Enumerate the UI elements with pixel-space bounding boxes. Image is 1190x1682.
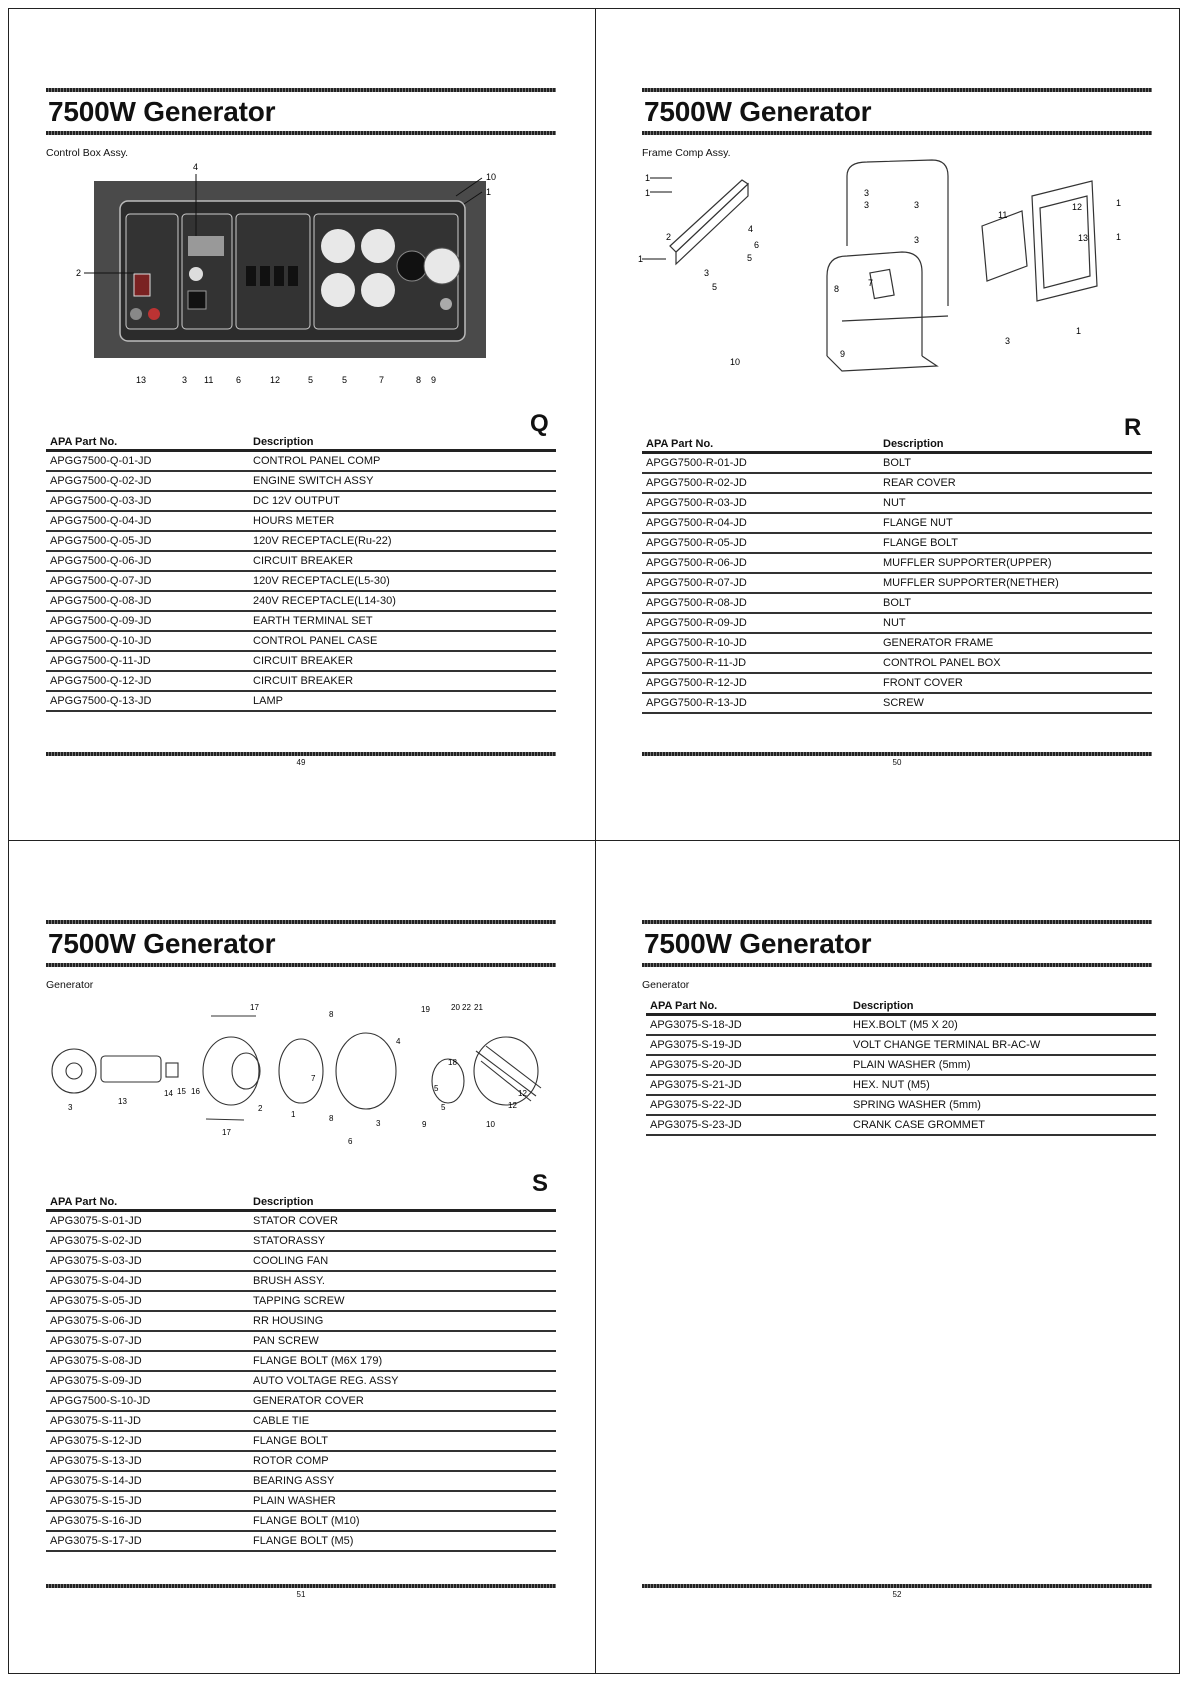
- callout: 13: [1078, 233, 1089, 243]
- table-row: [46, 512, 556, 532]
- table-row: [46, 1312, 556, 1332]
- title-rule: [46, 963, 556, 967]
- table-row: [642, 494, 1152, 514]
- table-row: [46, 632, 556, 652]
- callout: 5: [712, 282, 718, 292]
- callout: 13: [118, 1097, 127, 1106]
- table-row: [46, 1532, 556, 1552]
- table-row: [642, 614, 1152, 634]
- table-row: [46, 1392, 556, 1412]
- table-row: [46, 1352, 556, 1372]
- part-number: APGG7500-R-02-JD: [646, 477, 747, 489]
- title-rule: [642, 963, 1152, 967]
- title-rule: [642, 920, 1152, 924]
- table-header: [46, 1196, 556, 1212]
- table-row: [46, 472, 556, 492]
- part-description: REAR COVER: [883, 477, 956, 489]
- callout: 4: [193, 162, 199, 172]
- callout: 3: [864, 188, 870, 198]
- table-row: [642, 654, 1152, 674]
- part-description: PLAIN WASHER: [253, 1495, 336, 1507]
- part-number: APGG7500-R-05-JD: [646, 537, 747, 549]
- part-description: VOLT CHANGE TERMINAL BR-AC-W: [853, 1039, 1041, 1051]
- footer-rule: [642, 1584, 1152, 1588]
- callout: 1: [486, 187, 492, 197]
- callout: 15: [177, 1087, 186, 1096]
- table-header: [646, 1000, 1156, 1016]
- part-description: BEARING ASSY: [253, 1475, 335, 1487]
- part-description: STATOR COVER: [253, 1215, 338, 1227]
- parts-table: [646, 1000, 1156, 1136]
- callout: 3: [68, 1103, 73, 1112]
- callout: 6: [348, 1137, 353, 1146]
- part-description: NUT: [883, 497, 906, 509]
- part-description: SPRING WASHER (5mm): [853, 1099, 981, 1111]
- part-number: APG3075-S-01-JD: [50, 1215, 142, 1227]
- page-title: 7500W Generator: [644, 96, 872, 127]
- parts-table: [46, 436, 556, 712]
- header-description: Description: [253, 436, 314, 448]
- callout: 22: [462, 1003, 471, 1012]
- table-row: [46, 692, 556, 712]
- part-number: APGG7500-Q-09-JD: [50, 615, 152, 627]
- part-number: APG3075-S-12-JD: [50, 1435, 142, 1447]
- table-row: [46, 1232, 556, 1252]
- part-number: APGG7500-Q-08-JD: [50, 595, 152, 607]
- section-letter: Q: [530, 410, 549, 437]
- part-description: MUFFLER SUPPORTER(UPPER): [883, 557, 1052, 569]
- part-description: PLAIN WASHER (5mm): [853, 1059, 971, 1071]
- page-number: 52: [892, 1590, 902, 1599]
- callout: 12: [270, 375, 281, 385]
- header-part-number: APA Part No.: [650, 1000, 718, 1012]
- part-number: APGG7500-S-10-JD: [50, 1395, 151, 1407]
- table-row: [46, 1212, 556, 1232]
- part-number: APG3075-S-23-JD: [650, 1119, 742, 1131]
- callout: 8: [329, 1114, 334, 1123]
- table-row: [646, 1116, 1156, 1136]
- part-number: APGG7500-R-12-JD: [646, 677, 747, 689]
- frame-diagram: [638, 156, 1152, 406]
- title-rule: [46, 920, 556, 924]
- parts-table: [46, 1196, 556, 1552]
- page-number: 50: [892, 758, 902, 767]
- part-description: FLANGE BOLT: [253, 1435, 328, 1447]
- generator-exploded-diagram: [46, 1003, 556, 1161]
- callout: 9: [431, 375, 437, 385]
- header-part-number: APA Part No.: [50, 436, 118, 448]
- part-number: APGG7500-Q-04-JD: [50, 515, 152, 527]
- callout: 11: [998, 210, 1008, 220]
- callout: 13: [136, 375, 147, 385]
- callout: 7: [379, 375, 385, 385]
- part-number: APGG7500-R-09-JD: [646, 617, 747, 629]
- callout: 10: [486, 172, 497, 182]
- part-description: DC 12V OUTPUT: [253, 495, 340, 507]
- part-number: APGG7500-R-11-JD: [646, 657, 747, 669]
- callout: 2: [76, 268, 82, 278]
- title-rule: [642, 88, 1152, 92]
- table-row: [46, 672, 556, 692]
- part-number: APG3075-S-06-JD: [50, 1315, 142, 1327]
- callout: 7: [868, 278, 874, 288]
- part-description: RR HOUSING: [253, 1315, 324, 1327]
- part-description: CABLE TIE: [253, 1415, 310, 1427]
- table-header: [642, 438, 1152, 454]
- part-number: APG3075-S-02-JD: [50, 1235, 142, 1247]
- part-number: APG3075-S-13-JD: [50, 1455, 142, 1467]
- footer-rule: [46, 752, 556, 756]
- part-description: CRANK CASE GROMMET: [853, 1119, 986, 1131]
- part-description: COOLING FAN: [253, 1255, 329, 1267]
- table-row: [46, 1292, 556, 1312]
- part-description: CIRCUIT BREAKER: [253, 555, 354, 567]
- callout: 10: [486, 1120, 495, 1129]
- callout: 12: [508, 1101, 517, 1110]
- part-number: APG3075-S-03-JD: [50, 1255, 142, 1267]
- table-row: [46, 1412, 556, 1432]
- section-letter: R: [1124, 414, 1142, 441]
- page-divider-horizontal: [8, 840, 1180, 841]
- part-number: APGG7500-Q-07-JD: [50, 575, 152, 587]
- table-row: [642, 474, 1152, 494]
- part-description: EARTH TERMINAL SET: [253, 615, 373, 627]
- part-number: APG3075-S-21-JD: [650, 1079, 742, 1091]
- part-description: 240V RECEPTACLE(L14-30): [253, 595, 396, 607]
- part-number: APG3075-S-16-JD: [50, 1515, 142, 1527]
- part-number: APG3075-S-19-JD: [650, 1039, 742, 1051]
- part-description: GENERATOR FRAME: [883, 637, 994, 649]
- section-subtitle: Generator: [642, 979, 690, 991]
- callout: 1: [1076, 326, 1082, 336]
- table-row: [46, 1512, 556, 1532]
- table-row: [46, 572, 556, 592]
- part-number: APG3075-S-04-JD: [50, 1275, 142, 1287]
- part-number: APG3075-S-08-JD: [50, 1355, 142, 1367]
- callout: 3: [914, 235, 920, 245]
- callout: 5: [342, 375, 348, 385]
- part-description: FLANGE BOLT (M6X 179): [253, 1355, 383, 1367]
- table-row: [646, 1016, 1156, 1036]
- callout: 16: [191, 1087, 200, 1096]
- callout: 1: [1116, 198, 1122, 208]
- page-number: 49: [296, 758, 306, 767]
- page-s: [46, 920, 556, 1599]
- part-number: APGG7500-Q-05-JD: [50, 535, 152, 547]
- page-number: 51: [296, 1590, 306, 1599]
- part-description: FLANGE BOLT: [883, 537, 958, 549]
- part-number: APG3075-S-11-JD: [50, 1415, 141, 1427]
- table-row: [46, 552, 556, 572]
- part-description: BRUSH ASSY.: [253, 1275, 325, 1287]
- header-part-number: APA Part No.: [50, 1196, 118, 1208]
- part-description: NUT: [883, 617, 906, 629]
- part-description: CIRCUIT BREAKER: [253, 675, 354, 687]
- callout: 5: [308, 375, 314, 385]
- table-row: [46, 1432, 556, 1452]
- part-number: APGG7500-Q-11-JD: [50, 655, 151, 667]
- part-number: APGG7500-Q-02-JD: [50, 475, 152, 487]
- title-rule: [642, 131, 1152, 135]
- part-number: APG3075-S-15-JD: [50, 1495, 142, 1507]
- callout: 1: [645, 173, 651, 183]
- table-row: [46, 1332, 556, 1352]
- callout: 14: [164, 1089, 173, 1098]
- part-number: APGG7500-R-13-JD: [646, 697, 747, 709]
- callout: 5: [441, 1103, 446, 1112]
- part-description: HOURS METER: [253, 515, 335, 527]
- callout: 1: [638, 254, 644, 264]
- section-subtitle: Frame Comp Assy.: [642, 147, 731, 159]
- page-divider-vertical: [595, 8, 596, 1674]
- part-number: APG3075-S-22-JD: [650, 1099, 742, 1111]
- table-row: [646, 1036, 1156, 1056]
- part-description: HEX.BOLT (M5 X 20): [853, 1019, 958, 1031]
- part-number: APGG7500-R-06-JD: [646, 557, 747, 569]
- part-number: APGG7500-R-04-JD: [646, 517, 747, 529]
- callout: 10: [730, 357, 741, 367]
- header-description: Description: [253, 1196, 314, 1208]
- callout: 3: [1005, 336, 1011, 346]
- table-row: [46, 1372, 556, 1392]
- table-row: [642, 594, 1152, 614]
- footer-rule: [46, 1584, 556, 1588]
- header-part-number: APA Part No.: [646, 438, 714, 450]
- part-description: LAMP: [253, 695, 283, 707]
- part-description: 120V RECEPTACLE(Ru-22): [253, 535, 392, 547]
- part-description: STATORASSY: [253, 1235, 326, 1247]
- callout: 18: [448, 1058, 457, 1067]
- part-description: FLANGE BOLT (M10): [253, 1515, 360, 1527]
- part-description: BOLT: [883, 457, 911, 469]
- table-row: [46, 1472, 556, 1492]
- part-number: APGG7500-Q-03-JD: [50, 495, 152, 507]
- title-rule: [46, 131, 556, 135]
- section-letter: S: [532, 1170, 549, 1197]
- table-row: [46, 492, 556, 512]
- part-number: APGG7500-Q-13-JD: [50, 695, 152, 707]
- section-subtitle: Generator: [46, 979, 94, 991]
- callout: 8: [834, 284, 840, 294]
- callout: 1: [291, 1110, 296, 1119]
- callout: 12: [1072, 202, 1083, 212]
- part-description: MUFFLER SUPPORTER(NETHER): [883, 577, 1059, 589]
- table-row: [46, 532, 556, 552]
- header-description: Description: [883, 438, 944, 450]
- table-row: [642, 534, 1152, 554]
- part-description: CONTROL PANEL CASE: [253, 635, 378, 647]
- callout: 11: [204, 375, 214, 385]
- page-title: 7500W Generator: [48, 96, 276, 127]
- part-description: GENERATOR COVER: [253, 1395, 364, 1407]
- part-number: APG3075-S-14-JD: [50, 1475, 142, 1487]
- table-row: [642, 634, 1152, 654]
- part-description: FRONT COVER: [883, 677, 963, 689]
- callout: 4: [396, 1037, 401, 1046]
- part-number: APGG7500-R-07-JD: [646, 577, 747, 589]
- part-number: APGG7500-Q-01-JD: [50, 455, 152, 467]
- table-row: [46, 1492, 556, 1512]
- table-row: [642, 454, 1152, 474]
- page-r: [638, 88, 1152, 767]
- callout: 6: [236, 375, 242, 385]
- control-box-diagram: [46, 156, 556, 401]
- callout: 3: [376, 1119, 381, 1128]
- part-description: AUTO VOLTAGE REG. ASSY: [253, 1375, 399, 1387]
- part-description: CIRCUIT BREAKER: [253, 655, 354, 667]
- callout: 5: [434, 1084, 439, 1093]
- title-rule: [46, 88, 556, 92]
- part-number: APG3075-S-05-JD: [50, 1295, 142, 1307]
- callout: 2: [666, 232, 672, 242]
- part-description: HEX. NUT (M5): [853, 1079, 930, 1091]
- footer-rule: [642, 752, 1152, 756]
- callout: 6: [754, 240, 760, 250]
- part-number: APGG7500-Q-06-JD: [50, 555, 152, 567]
- callout: 9: [422, 1120, 427, 1129]
- table-row: [46, 612, 556, 632]
- part-number: APG3075-S-07-JD: [50, 1335, 142, 1347]
- callout: 3: [914, 200, 920, 210]
- callout: 17: [222, 1128, 231, 1137]
- part-number: APGG7500-Q-10-JD: [50, 635, 152, 647]
- callout: 1: [1116, 232, 1122, 242]
- part-description: SCREW: [883, 697, 924, 709]
- part-number: APG3075-S-17-JD: [50, 1535, 142, 1547]
- callout: 17: [250, 1003, 259, 1012]
- callout: 19: [421, 1005, 430, 1014]
- table-row: [646, 1076, 1156, 1096]
- part-description: 120V RECEPTACLE(L5-30): [253, 575, 390, 587]
- callout: 3: [182, 375, 188, 385]
- callout: 12: [518, 1089, 527, 1098]
- table-header: [46, 436, 556, 452]
- parts-table: [642, 438, 1152, 714]
- table-row: [46, 1272, 556, 1292]
- page-q: [46, 88, 556, 767]
- table-row: [46, 1452, 556, 1472]
- part-description: PAN SCREW: [253, 1335, 319, 1347]
- part-number: APG3075-S-09-JD: [50, 1375, 142, 1387]
- part-number: APGG7500-R-01-JD: [646, 457, 747, 469]
- callout: 5: [747, 253, 753, 263]
- part-number: APGG7500-R-08-JD: [646, 597, 747, 609]
- callout: 1: [645, 188, 651, 198]
- table-row: [642, 554, 1152, 574]
- callout: 7: [311, 1074, 316, 1083]
- part-description: ROTOR COMP: [253, 1455, 329, 1467]
- part-number: APG3075-S-18-JD: [650, 1019, 742, 1031]
- page-title: 7500W Generator: [48, 928, 276, 959]
- callout: 3: [704, 268, 710, 278]
- table-row: [642, 514, 1152, 534]
- table-row: [642, 694, 1152, 714]
- part-description: FLANGE NUT: [883, 517, 953, 529]
- part-number: APGG7500-R-10-JD: [646, 637, 747, 649]
- callout: 3: [864, 200, 870, 210]
- part-description: BOLT: [883, 597, 911, 609]
- part-description: TAPPING SCREW: [253, 1295, 345, 1307]
- table-row: [646, 1056, 1156, 1076]
- part-description: ENGINE SWITCH ASSY: [253, 475, 374, 487]
- part-number: APGG7500-Q-12-JD: [50, 675, 152, 687]
- table-row: [46, 652, 556, 672]
- page-title: 7500W Generator: [644, 928, 872, 959]
- part-number: APG3075-S-20-JD: [650, 1059, 742, 1071]
- callout: 20: [451, 1003, 460, 1012]
- part-number: APGG7500-R-03-JD: [646, 497, 747, 509]
- table-row: [46, 592, 556, 612]
- table-row: [46, 452, 556, 472]
- table-row: [46, 1252, 556, 1272]
- part-description: FLANGE BOLT (M5): [253, 1535, 354, 1547]
- callout: 4: [748, 224, 754, 234]
- callout: 21: [474, 1003, 483, 1012]
- callout: 9: [840, 349, 846, 359]
- section-subtitle: Control Box Assy.: [46, 147, 129, 159]
- table-row: [646, 1096, 1156, 1116]
- callout: 2: [258, 1104, 263, 1113]
- part-description: CONTROL PANEL COMP: [253, 455, 381, 467]
- table-row: [642, 574, 1152, 594]
- table-row: [642, 674, 1152, 694]
- callout: 8: [416, 375, 422, 385]
- page-s-continued: [642, 920, 1152, 1599]
- callout: 8: [329, 1010, 334, 1019]
- header-description: Description: [853, 1000, 914, 1012]
- part-description: CONTROL PANEL BOX: [883, 657, 1001, 669]
